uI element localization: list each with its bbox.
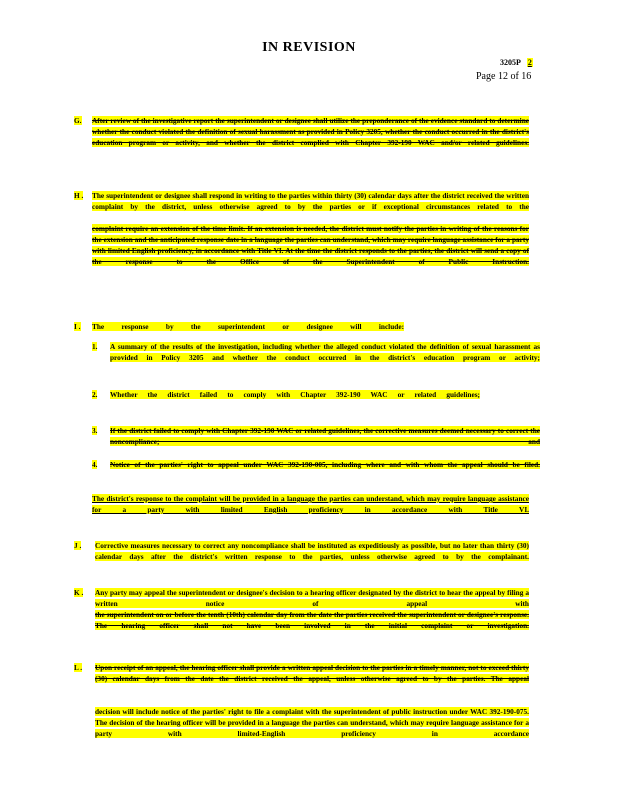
item-3-text: If the district failed to comply with Chapter 392-190 WAC or related guidelines, the corrective measures deemed necessary to correct the noncompliance; and — [110, 426, 540, 446]
section-h-text-2: complaint require an extension of the time limit. If an extension is needed, the district must notify the parties in writing of the reasons for the extension and the anticipated response date in a language the parties can understand, which may require language assistance for a party with limited English proficiency, in accordance with Title VI. At the time the district responds to the parties, the district will send a copy of the response to the Office of the Superintendent of Public Instruction. — [92, 224, 529, 266]
section-j-text: Corrective measures necessary to correct any noncompliance shall be instituted as expeditiously as possible, but no later than thirty (30) calendar days after the district's written response to the parties, unless otherwise agreed to by the complainant. — [95, 541, 529, 561]
section-l-text-1: Upon receipt of an appeal, the hearing officer shall provide a written appeal decision to the parties in a timely manner, not to exceed thirty (30) calendar days from the date the district received the appeal, unless otherwise agreed to by the parties. The appeal — [95, 663, 529, 683]
item-4-number: 4. — [92, 460, 98, 469]
item-4-text: Notice of the parties' right to appeal under WAC 392-190-005, including where and with whom the appeal should be filed. — [110, 460, 540, 469]
section-i-label: I . — [74, 322, 81, 331]
policy-code-number: 2 — [527, 58, 532, 67]
item-1-text: A summary of the results of the investigation, including whether the alleged conduct violated the definition of sexual harassment as provided in Policy 3205 and whether the conduct occurred in the district's education program or activity; — [110, 342, 540, 362]
section-k-text-2: the superintendent on or before the tenth (10th) calendar day from the date the parties received the superintendent or designee's response. The hearing officer shall not have been involved in the initial complaint or investigation. — [95, 610, 529, 630]
item-2-text: Whether the district failed to comply with Chapter 392-190 WAC or related guidelines; — [110, 390, 480, 399]
section-k-label: K . — [74, 588, 84, 597]
section-g-label: G. — [74, 116, 82, 125]
section-i-intro: The response by the superintendent or designee will include: — [92, 322, 404, 331]
item-2-number: 2. — [92, 390, 98, 399]
section-j-label: J . — [74, 541, 82, 550]
item-3-number: 3. — [92, 426, 98, 435]
section-l-text-2: decision will include notice of the parties' right to file a complaint with the superintendent of public instruction under WAC 392-190-075. The decision of the hearing officer will be provided in a language the parties can understand, which may require language assistance for a party with limited-English proficiency in accordance — [95, 707, 529, 738]
section-h-label: H . — [74, 191, 84, 200]
section-h-text-1: The superintendent or designee shall respond in writing to the parties within thirty (30) calendar days after the district received the written complaint by the district, unless otherwise agreed to by the parties or if exceptional circumstances related to the — [92, 191, 529, 211]
policy-code-label: 3205P — [500, 58, 521, 67]
section-g-text: After review of the investigative report the superintendent or designee shall utilize the preponderance of the evidence standard to determine whether the conduct violated the definition of sexual harassment as provided in Policy 3205, whether the conduct occurred in the district's education program or activity, and whether the district complied with Chapter 392-190 WAC and/or related guidelines. — [92, 116, 529, 147]
revision-title: IN REVISION — [262, 40, 356, 55]
policy-code — [500, 58, 533, 67]
section-k-text-1: Any party may appeal the superintendent or designee's decision to a hearing officer designated by the district to hear the appeal by filing a written notice of appeal with — [95, 588, 529, 608]
item-1-number: 1. — [92, 342, 98, 351]
section-i-closing: The district's response to the complaint will be provided in a language the parties can understand, which may require language assistance for a party with limited English proficiency in accordance with Title VI. — [92, 494, 529, 514]
page-number: Page 12 of 16 — [476, 71, 532, 82]
section-l-label: L . — [74, 663, 83, 672]
